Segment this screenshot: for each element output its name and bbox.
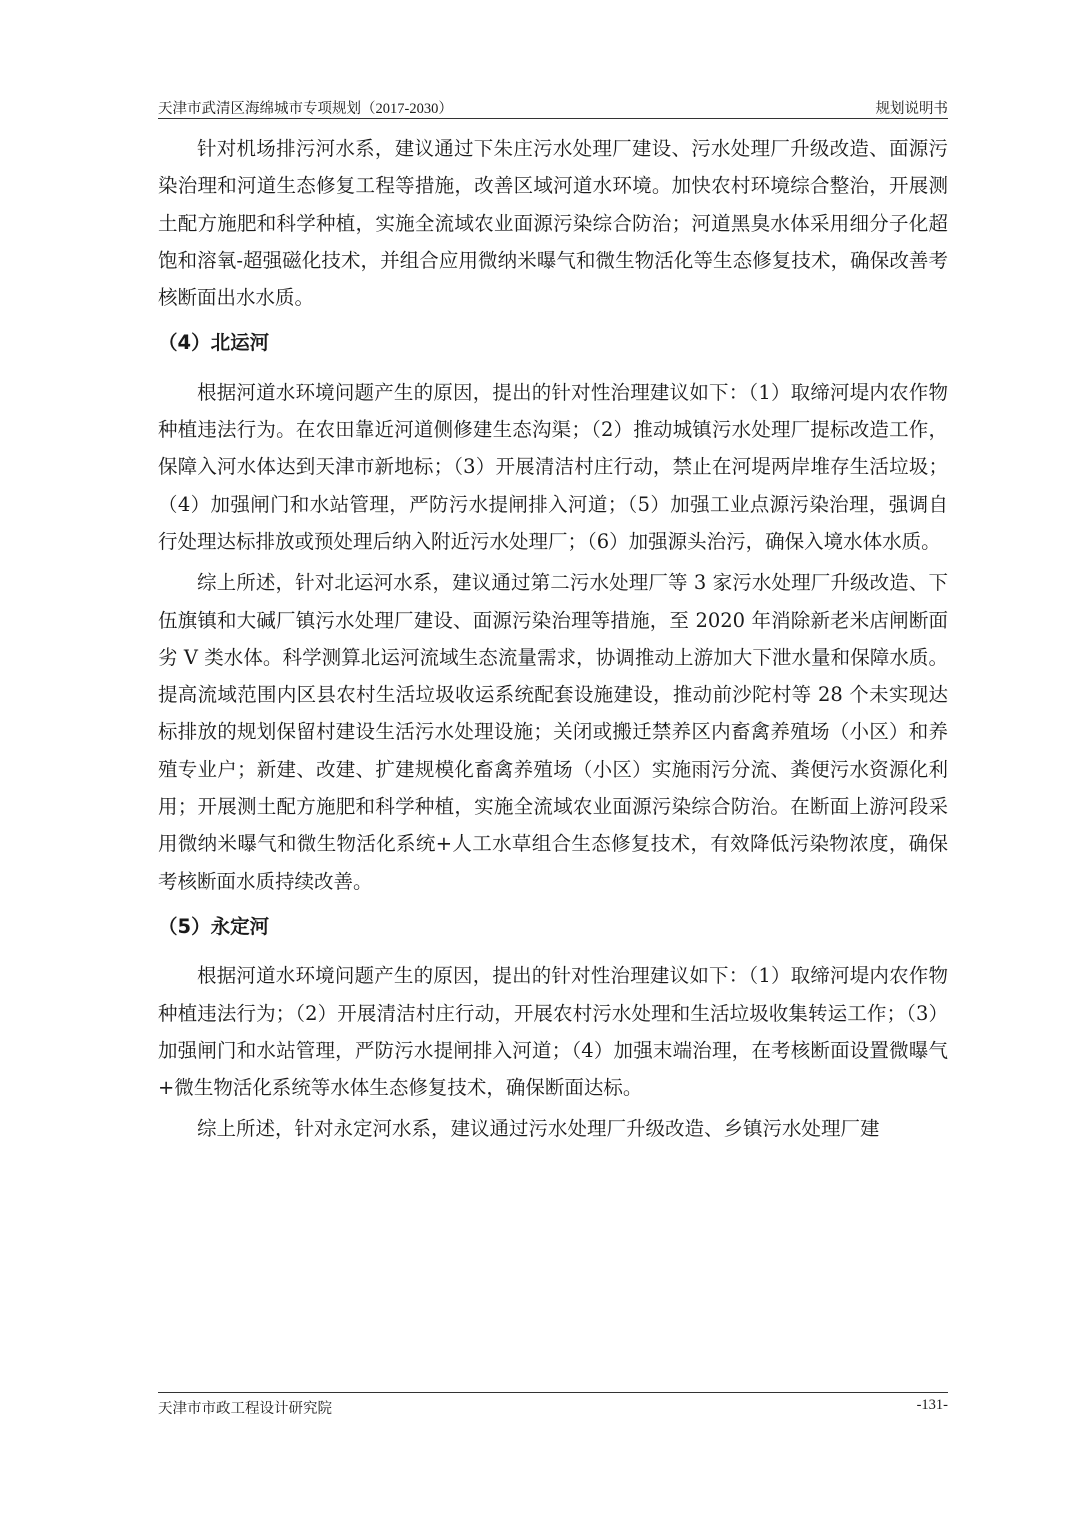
paragraph-airport-drain: 针对机场排污河水系，建议通过下朱庄污水处理厂建设、污水处理厂升级改造、面源污染治理和河道生态修复工程等措施，改善区域河道水环境。加快农村环境综合整治，开展测土配方施肥和科学种植，实施全流域农业面源污染综合防治；河道黑臭水体采用细分子化超饱和溶氧-超强磁化技术，并组合应用微纳米曝气和微生物活化等生态修复技术，确保改善考核断面出水水质。 [158,137,948,310]
section-heading-beiyun-river: （4）北运河 [158,331,270,355]
page-header [158,92,948,118]
paragraph-beiyun-summary: 综上所述，针对北运河水系，建议通过第二污水处理厂等 3 家污水处理厂升级改造、下伍旗镇和大碱厂镇污水处理厂建设、面源污染治理等措施，至 2020 年消除新老米店闸断面劣 V 类水体。科学测算北运河流域生态流量需求，协调推动上游加大下泄水量和保障水质。提高流域范围内区县农村生活垃圾收运系统配套设施建设，推动前沙陀村等 28 个未实现达标排放的规划保留村建设生活污水处理设施；关闭或搬迁禁养区内畜禽养殖场（小区）和养殖专业户；新建、改建、扩建规模化畜禽养殖场（小区）实施雨污分流、粪便污水资源化利用；开展测土配方施肥和科学种植，实施全流域农业面源污染综合防治。在断面上游河段采用微纳米曝气和微生物活化系统+人工水草组合生态修复技术，有效降低污染物浓度，确保考核断面水质持续改善。 [158,571,948,893]
footer-divider [158,1392,948,1393]
header-title: 天津市武清区海绵城市专项规划（2017-2030） [158,101,453,117]
footer-organization: 天津市市政工程设计研究院 [158,1401,332,1417]
header-doc-type: 规划说明书 [875,101,948,117]
page-footer [158,1397,948,1418]
document-body [158,130,948,1148]
header-divider [158,118,948,119]
paragraph-yongding-suggestions: 根据河道水环境问题产生的原因，提出的针对性治理建议如下：（1）取缔河堤内农作物种植违法行为；（2）开展清洁村庄行动，开展农村污水处理和生活垃圾收集转运工作；（3）加强闸门和水站管理，严防污水提闸排入河道；（4）加强末端治理，在考核断面设置微曝气+微生物活化系统等水体生态修复技术，确保断面达标。 [158,964,948,1100]
paragraph-beiyun-suggestions: 根据河道水环境问题产生的原因，提出的针对性治理建议如下：（1）取缔河堤内农作物种植违法行为。在农田靠近河道侧修建生态沟渠；（2）推动城镇污水处理厂提标改造工作，保障入河水体达到天津市新地标；（3）开展清洁村庄行动，禁止在河堤两岸堆存生活垃圾；（4）加强闸门和水站管理，严防污水提闸排入河道；（5）加强工业点源污染治理，强调自行处理达标排放或预处理后纳入附近污水处理厂；（6）加强源头治污，确保入境水体水质。 [158,380,948,553]
section-heading-yongding-river: （5）永定河 [158,914,270,938]
paragraph-yongding-summary: 综上所述，针对永定河水系，建议通过污水处理厂升级改造、乡镇污水处理厂建 [197,1117,880,1141]
page-number: -131- [916,1397,948,1413]
